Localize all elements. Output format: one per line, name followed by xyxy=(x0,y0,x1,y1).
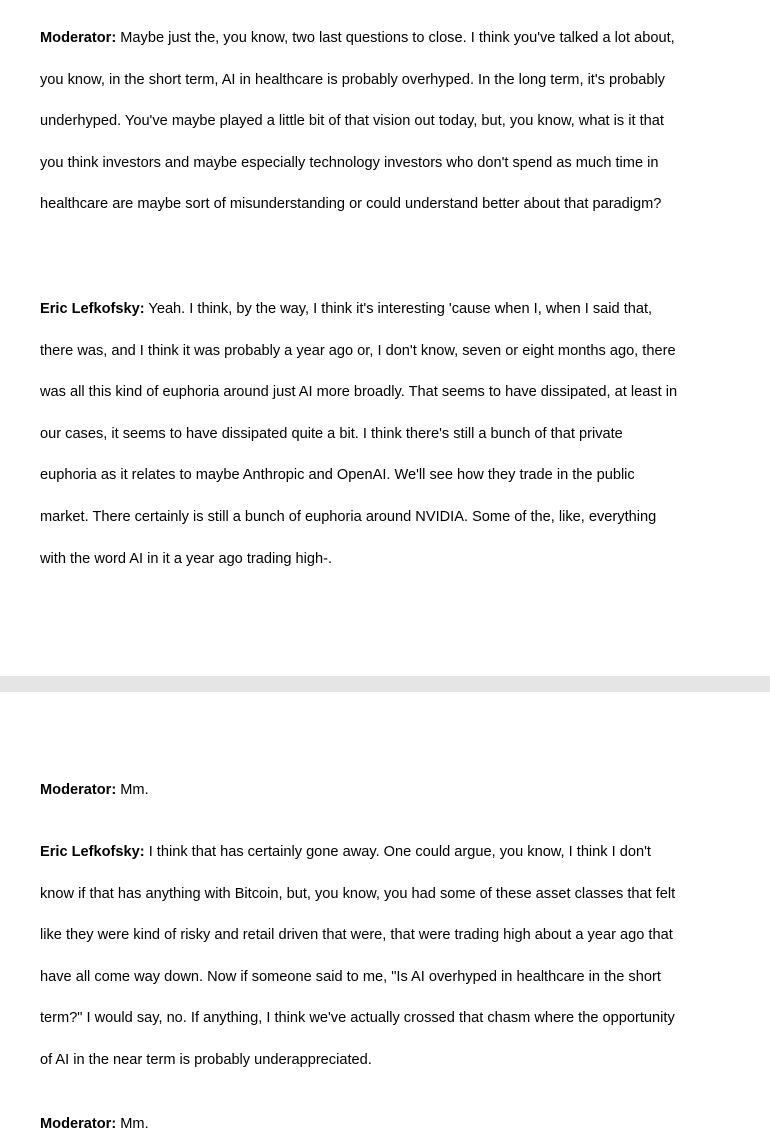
paragraph-text: Mm. xyxy=(116,782,149,798)
speaker-label: Moderator: xyxy=(40,30,117,46)
transcript-paragraph xyxy=(40,289,680,580)
speaker-label: Eric Lefkofsky: xyxy=(40,301,145,317)
document-page-2 xyxy=(0,692,770,1143)
transcript-paragraph xyxy=(40,1104,680,1146)
paragraph-text: Yeah. I think, by the way, I think it's interesting 'cause when I, when I said that, there was, and I think it was probably a year ago or, I don't know, seven or eight months ago, there was all this kind of euphoria around just AI more broadly. That seems to have dissipated, at least in our cases, it seems to have dissipated quite a bit. I think there's still a bunch of that private euphoria as it relates to maybe Anthropic and OpenAI. We'll see how they trade in the public market. There certainly is still a bunch of euphoria around NVIDIA. Some of the, like, everything with the word AI in it a year ago trading high-. xyxy=(40,301,678,567)
speaker-label: Moderator: xyxy=(40,782,117,798)
speaker-label: Eric Lefkofsky: xyxy=(40,844,145,860)
transcript-paragraph xyxy=(40,770,680,812)
paragraph-text: Mm. xyxy=(116,1116,149,1132)
page-separator xyxy=(0,676,770,692)
transcript-paragraph xyxy=(40,832,680,1082)
transcript-paragraph xyxy=(40,18,680,226)
speaker-label: Moderator: xyxy=(40,1116,117,1132)
paragraph-text: I think that has certainly gone away. One could argue, you know, I think I don't know if that has anything with Bitcoin, but, you know, you had some of these asset classes that felt like they were kind of risky and retail driven that were, that were trading high about a year ago that have all come way down. Now if someone said to me, "Is AI overhyped in healthcare in the short term?" I would say, no. If anything, I think we've actually crossed that chasm where the opportunity of AI in the near term is probably underappreciated. xyxy=(40,844,676,1068)
paragraph-text: Maybe just the, you know, two last questions to close. I think you've talked a lot about, you know, in the short term, AI in healthcare is probably overhyped. In the long term, it's probably underhyped. You've maybe played a little bit of that vision out today, but, you know, what is it that you think investors and maybe especially technology investors who don't spend as much time in healthcare are maybe sort of misunderstanding or could understand better about that paradigm? xyxy=(40,30,675,213)
